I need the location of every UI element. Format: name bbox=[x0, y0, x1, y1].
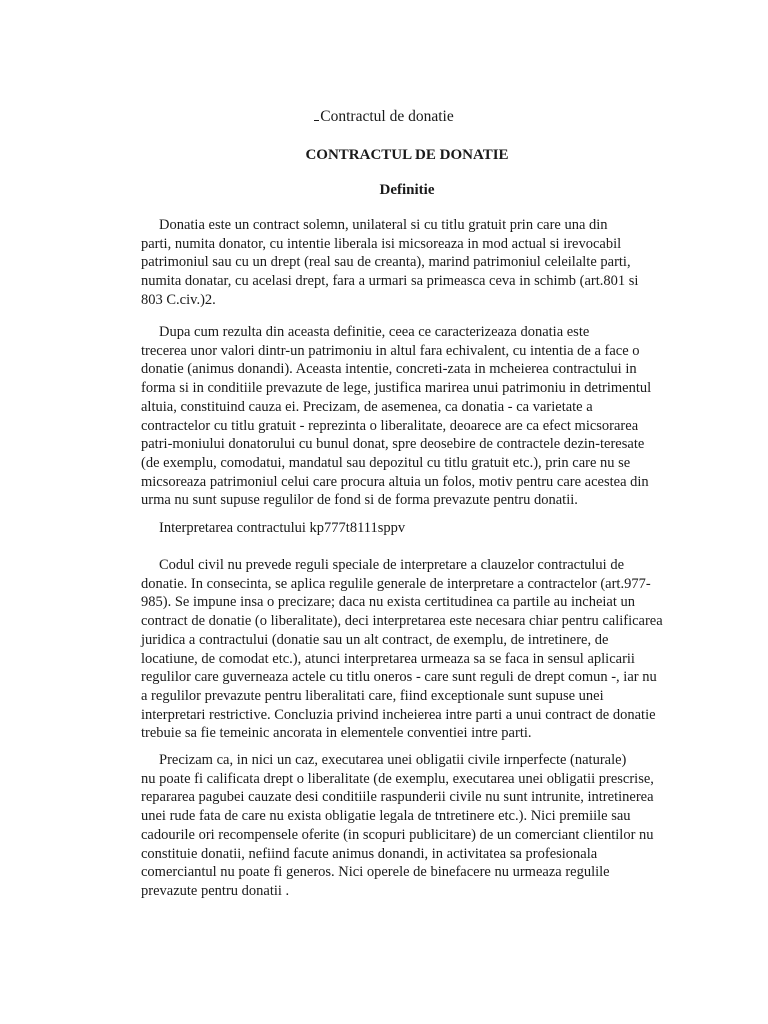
paragraph-line: parti, numita donator, cu intentie liberala isi micsoreaza in mod actual si irevocabil bbox=[141, 235, 622, 252]
paragraph-line: patrimoniul sau cu un drept (real sau de creanta), marind patrimoniul celeilalte parti, bbox=[141, 254, 631, 271]
paragraph-line: Donatia este un contract solemn, unilateral si cu titlu gratuit prin care una din bbox=[159, 217, 608, 233]
paragraph-line: Precizam ca, in nici un caz, executarea unei obligatii civile irnperfecte (naturale) bbox=[159, 752, 627, 768]
paragraph-line: prevazute pentru donatii . bbox=[141, 882, 290, 899]
paragraph-line: altuia, constituind cauza ei. Precizam, de asemenea, ca donatia - ca varietate a bbox=[141, 398, 593, 415]
paragraph-line: nu poate fi calificata drept o liberalitate (de exemplu, executarea unei obligatii prescrise, bbox=[141, 770, 654, 787]
paragraph-line: comerciantul nu poate fi generos. Nici operele de binefacere nu urmeaza regulile bbox=[141, 864, 610, 881]
paragraph-line: cadourile ori recompensele oferite (in scopuri publicitare) de un comerciant clientilor nu bbox=[141, 826, 654, 843]
paragraph-line: regulilor care guverneaza actele cu titlu oneros - care sunt reguli de drept comun -, iar nu bbox=[141, 669, 657, 686]
paragraph-interpretation bbox=[141, 556, 661, 743]
paragraph-line: contractelor cu titlu gratuit - reprezinta o liberalitate, deoarece are ca efect micsorarea bbox=[141, 417, 639, 434]
paragraph-line: repararea pagubei cauzate desi conditiile raspunderii civile nu sunt intrunite, intretinerea bbox=[141, 789, 654, 806]
paragraph-line: micsoreaza patrimoniul celui care procura altuia un folos, motiv pentru care acestea din bbox=[141, 473, 649, 490]
paragraph-line: trecerea unor valori dintr-un patrimoniu in altul fara echivalent, cu intentia de a face o bbox=[141, 342, 640, 359]
document-title bbox=[0, 107, 768, 127]
document-title-text: Contractul de donatie bbox=[320, 108, 454, 125]
paragraph-line: trebuie sa fie temeinic ancorata in elementele conventiei intre parti. bbox=[141, 725, 532, 742]
paragraph-line: contract de donatie (o liberalitate), deci interpretarea este necesara chiar pentru calificarea bbox=[141, 613, 663, 630]
paragraph-line: urma nu sunt supuse regulilor de fond si de forma prevazute pentru donatii. bbox=[141, 492, 578, 509]
paragraph-line: interpretari restrictive. Concluzia privind incheierea intre parti a unui contract de donatie bbox=[141, 706, 656, 723]
paragraph-line: forma si in conditiile prevazute de lege, justifica marirea unui patrimoniu in detrimentul bbox=[141, 380, 652, 397]
paragraph-line: patri-moniului donatorului cu bunul donat, spre deosebire de contractele dezin-teresate bbox=[141, 436, 645, 453]
paragraph-definition bbox=[141, 216, 661, 310]
paragraph-imperfect-obligations bbox=[141, 751, 661, 901]
paragraph-line: (de exemplu, comodatui, mandatul sau depozitul cu titlu gratuit etc.), prin care nu se bbox=[141, 454, 631, 471]
paragraph-line: Interpretarea contractului kp777t8111sppv bbox=[159, 520, 406, 536]
paragraph-line: donatie (animus donandi). Aceasta intentie, concreti-zata in mcheierea contractului in bbox=[141, 361, 637, 378]
paragraph-line: Dupa cum rezulta din aceasta definitie, ceea ce caracterizeaza donatia este bbox=[159, 324, 590, 340]
paragraph-line: constituie donatii, nefiind facute animus donandi, in activitatea sa profesionala bbox=[141, 845, 598, 862]
section-heading-definitie: Definitie bbox=[379, 182, 435, 198]
paragraph-line: unei rude fata de care nu exista obligatie legala de tntretinere etc.). Nici premiile sau bbox=[141, 808, 631, 825]
title-underscore bbox=[314, 107, 319, 121]
paragraph-line: donatie. In consecinta, se aplica regulile generale de interpretare a contractelor (art.977- bbox=[141, 575, 651, 592]
paragraph-line: a regulilor prevazute pentru liberalitati care, fiind exceptionale sunt supuse unei bbox=[141, 687, 604, 704]
paragraph-line: 803 C.civ.)2. bbox=[141, 291, 216, 308]
paragraph-line: numita donatar, cu acelasi drept, fara a urmari sa primeasca ceva in schimb (art.801 si bbox=[141, 273, 639, 290]
paragraph-line: 985). Se impune insa o precizare; daca nu exista certitudinea ca partile au incheiat un bbox=[141, 594, 635, 611]
paragraph-line: Codul civil nu prevede reguli speciale de interpretare a clauzelor contractului de bbox=[159, 557, 624, 573]
main-heading: CONTRACTUL DE DONATIE bbox=[305, 147, 509, 163]
section-heading-interpretare bbox=[141, 519, 661, 538]
paragraph-characteristics bbox=[141, 323, 661, 510]
paragraph-line: juridica a contractului (donatie sau un alt contract, de exemplu, de intretinere, de bbox=[141, 631, 609, 648]
paragraph-line: locatiune, de comodat etc.), atunci interpretarea urmeaza sa se faca in sensul aplicarii bbox=[141, 650, 635, 667]
